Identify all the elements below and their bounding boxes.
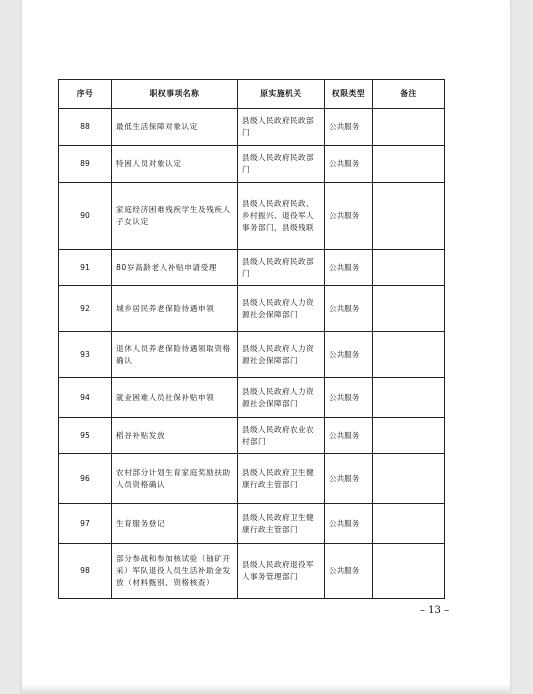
row-dept: 县级人民政府卫生健康行政主管部门 (238, 454, 325, 504)
row-name: 就业困难人员社保补贴申领 (112, 378, 238, 418)
header-name: 职权事项名称 (112, 80, 238, 109)
table-row (59, 504, 445, 544)
row-type: 公共服务 (325, 504, 373, 544)
row-no: 92 (59, 286, 112, 332)
row-no: 97 (59, 504, 112, 544)
row-type: 公共服务 (325, 378, 373, 418)
row-name: 最低生活保障对象认定 (112, 109, 238, 146)
row-dept: 县级人民政府民政、乡村振兴、退役军人事务部门，县级残联 (238, 183, 325, 250)
row-dept: 县级人民政府民政部门 (238, 146, 325, 183)
row-note (373, 183, 445, 250)
row-type: 公共服务 (325, 544, 373, 599)
row-type: 公共服务 (325, 146, 373, 183)
row-dept: 县级人民政府退役军人事务管理部门 (238, 544, 325, 599)
row-type: 公共服务 (325, 250, 373, 286)
row-no: 88 (59, 109, 112, 146)
authority-table (58, 79, 445, 599)
row-note (373, 332, 445, 378)
table-row (59, 378, 445, 418)
row-name: 家庭经济困难残疾学生及残疾人子女认定 (112, 183, 238, 250)
table-header-row (59, 80, 445, 109)
table-row (59, 286, 445, 332)
table-row (59, 418, 445, 454)
row-name: 部分参战和参加核试验（铀矿开采）军队退役人员生活补助金发放（材料甄别、资格核查） (112, 544, 238, 599)
row-note (373, 109, 445, 146)
header-dept: 原实施机关 (238, 80, 325, 109)
header-type: 权限类型 (325, 80, 373, 109)
row-dept: 县级人民政府民政部门 (238, 109, 325, 146)
row-dept: 县级人民政府农业农村部门 (238, 418, 325, 454)
row-no: 90 (59, 183, 112, 250)
row-name: 生育服务登记 (112, 504, 238, 544)
row-name: 农村部分计划生育家庭奖励扶助人员资格确认 (112, 454, 238, 504)
row-type: 公共服务 (325, 332, 373, 378)
row-note (373, 454, 445, 504)
row-no: 95 (59, 418, 112, 454)
row-note (373, 544, 445, 599)
row-no: 89 (59, 146, 112, 183)
row-note (373, 504, 445, 544)
row-no: 91 (59, 250, 112, 286)
row-note (373, 250, 445, 286)
table-row (59, 544, 445, 599)
row-type: 公共服务 (325, 109, 373, 146)
row-name: 城乡居民养老保险待遇申领 (112, 286, 238, 332)
row-type: 公共服务 (325, 286, 373, 332)
row-no: 93 (59, 332, 112, 378)
row-note (373, 378, 445, 418)
row-note (373, 418, 445, 454)
row-type: 公共服务 (325, 183, 373, 250)
row-type: 公共服务 (325, 454, 373, 504)
table-row (59, 109, 445, 146)
table-row (59, 332, 445, 378)
header-note: 备注 (373, 80, 445, 109)
row-name: 退休人员养老保险待遇领取资格确认 (112, 332, 238, 378)
table-row (59, 183, 445, 250)
page-number: – 13 – (420, 605, 450, 616)
table-row (59, 250, 445, 286)
row-name: 特困人员对象认定 (112, 146, 238, 183)
row-no: 96 (59, 454, 112, 504)
row-type: 公共服务 (325, 418, 373, 454)
row-dept: 县级人民政府人力资源社会保障部门 (238, 332, 325, 378)
row-dept: 县级人民政府民政部门 (238, 250, 325, 286)
table-row (59, 454, 445, 504)
row-dept: 县级人民政府卫生健康行政主管部门 (238, 504, 325, 544)
row-note (373, 146, 445, 183)
row-name: 稻谷补贴发放 (112, 418, 238, 454)
row-name: 80岁高龄老人补贴申请受理 (112, 250, 238, 286)
row-dept: 县级人民政府人力资源社会保障部门 (238, 286, 325, 332)
table-row (59, 146, 445, 183)
row-note (373, 286, 445, 332)
row-dept: 县级人民政府人力资源社会保障部门 (238, 378, 325, 418)
header-no: 序号 (59, 80, 112, 109)
page-edge (22, 684, 510, 694)
row-no: 98 (59, 544, 112, 599)
row-no: 94 (59, 378, 112, 418)
